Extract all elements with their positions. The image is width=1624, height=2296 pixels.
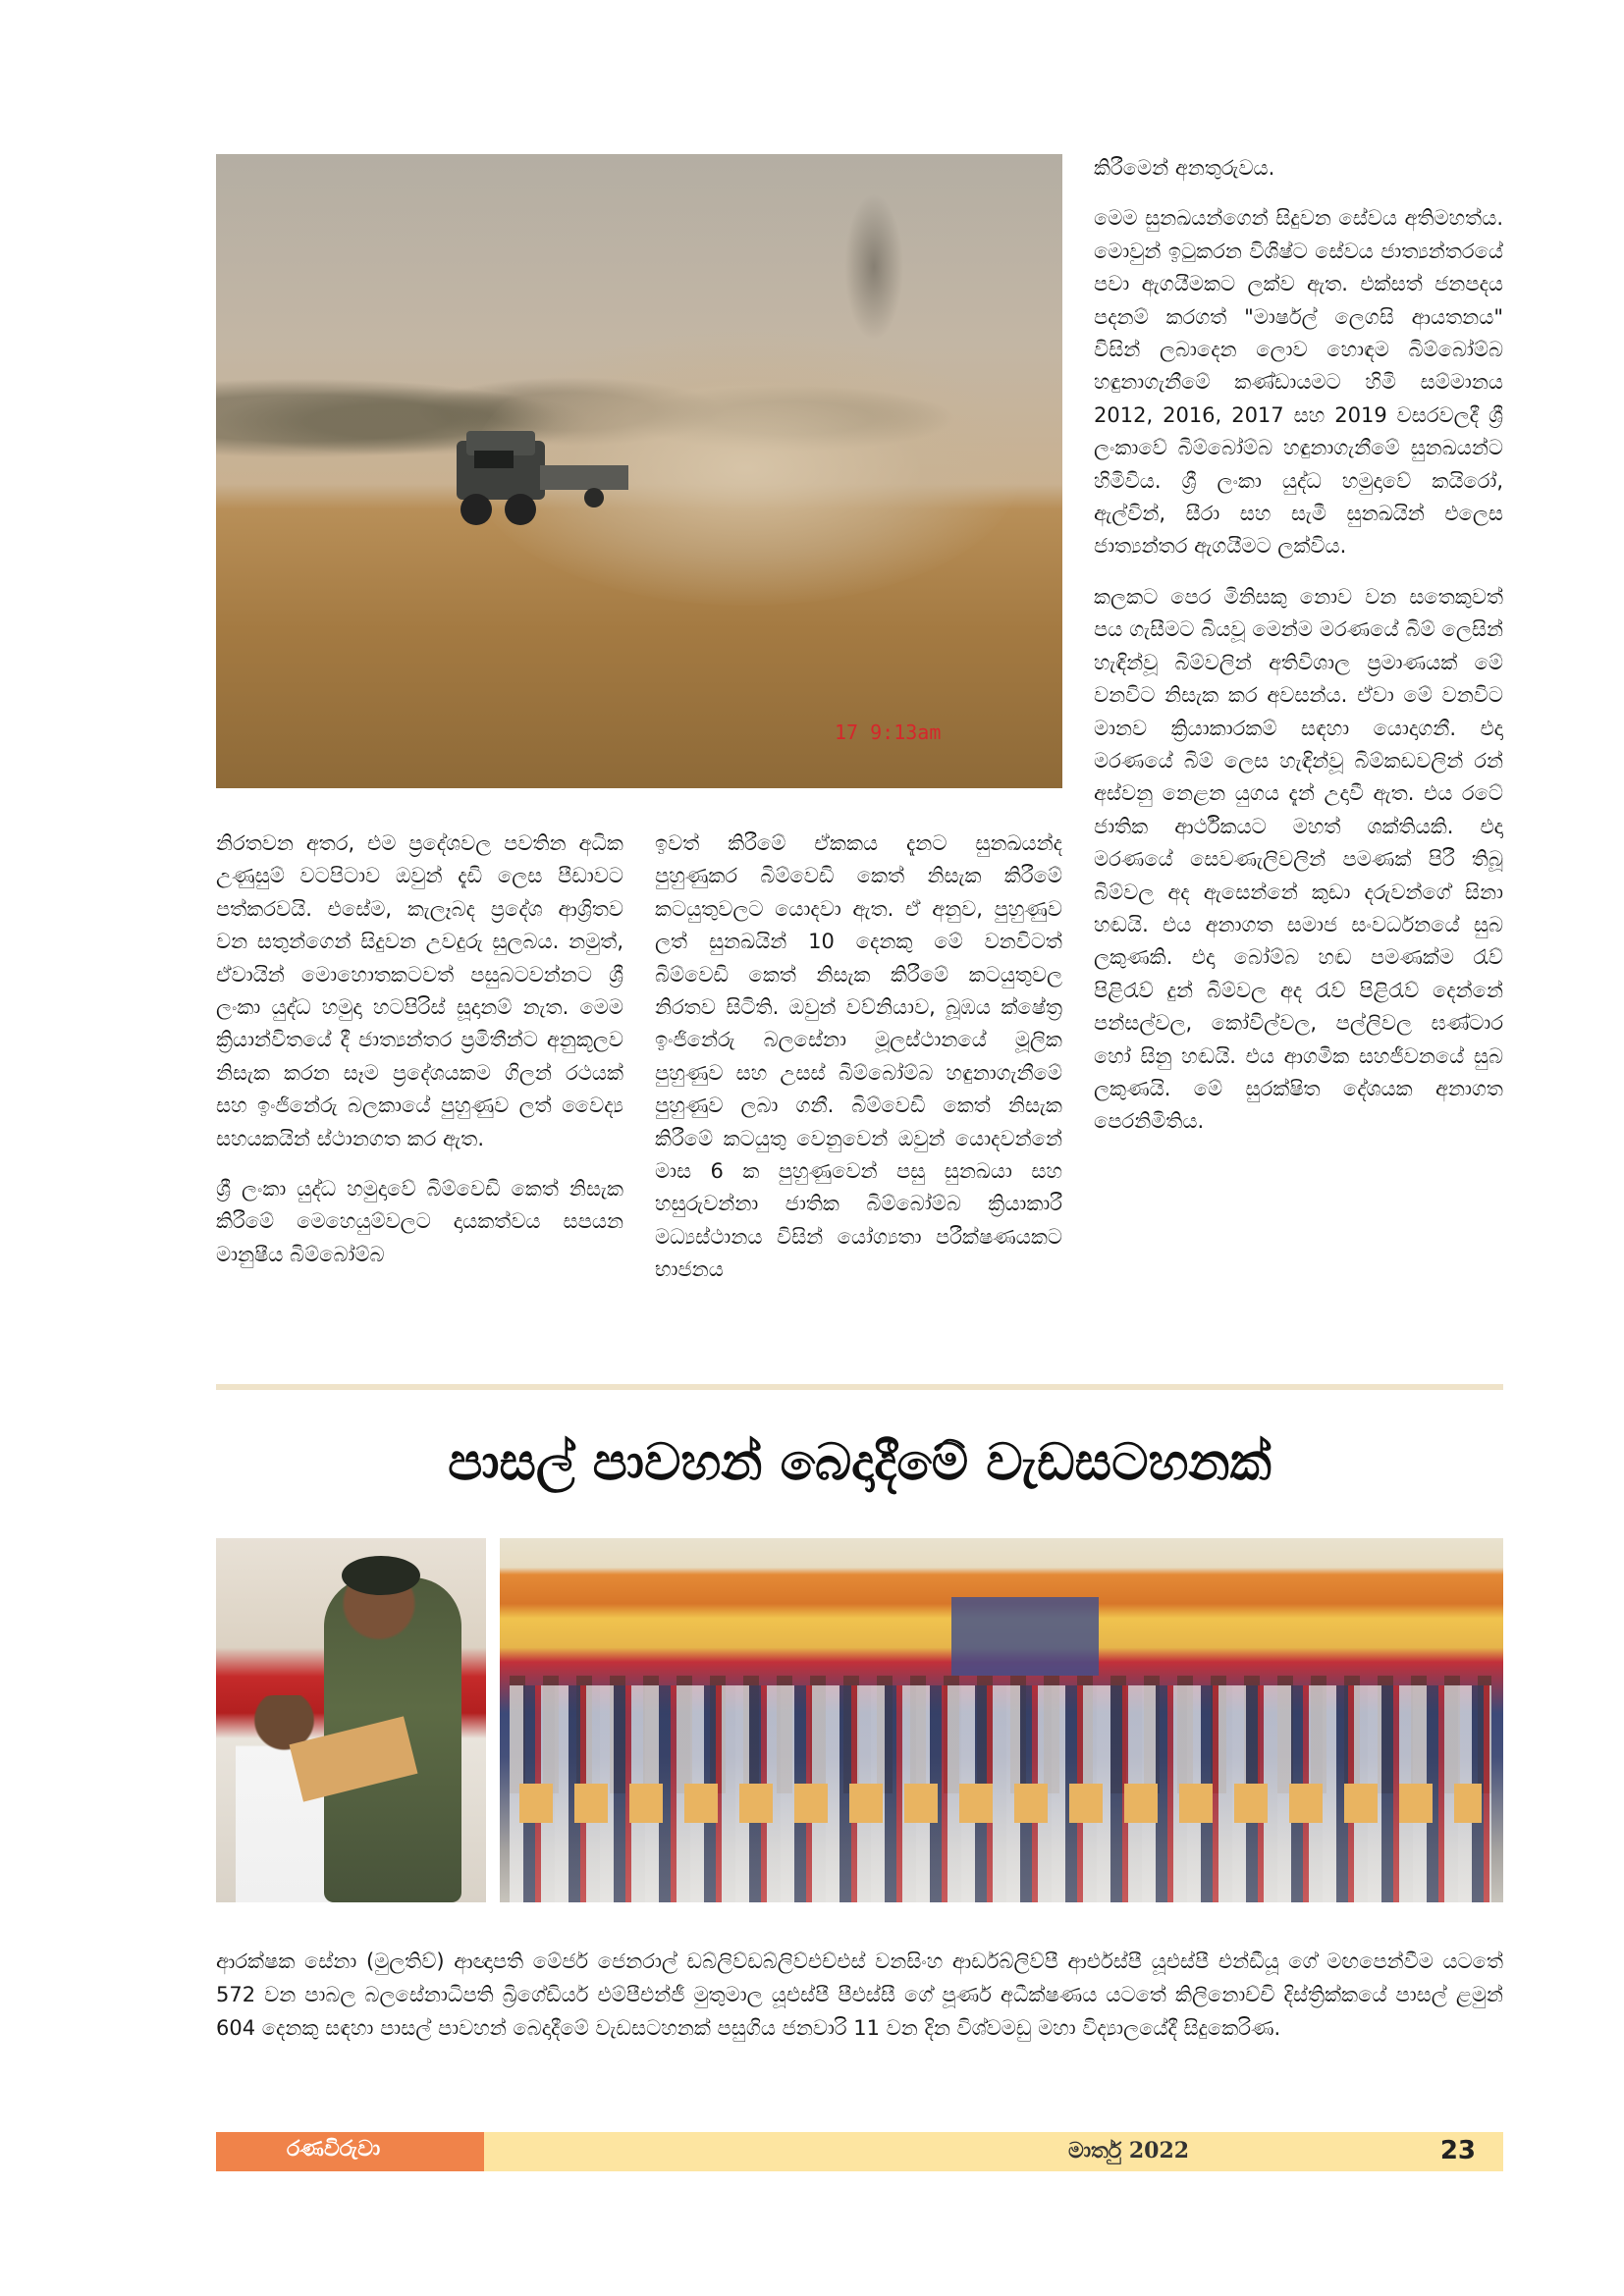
article-column-left: [216, 828, 623, 1289]
footer-right-band: [484, 2132, 1503, 2171]
demining-vehicle-photo: [216, 154, 1062, 788]
issue-date: මාර්තු 2022: [1068, 2138, 1190, 2163]
paragraph: ඉවත් කිරීමේ ඒකකය දැනට සුනඛයන්ද පුහුණුකර බිම්වෙඩි කෙත් නිසැක කිරීමේ කටයුතුවලට යොදවා ඇත. ඒ අනුව, පුහුණුව ලත් සුනඛයින් 10 දෙනකු මේ වනවිටත් බිම්වෙඩි කෙත් නිසැක කිරීමේ කටයුතුවල නිරතව සිටිති. ඔවුන් වව්නියාව, බූඹය ක්ෂේත්‍ර ඉංජිනේරු බලසේනා මූලස්ථානයේ මූලික පුහුණුව සහ උසස් බිම්බෝම්බ හඳුනාගැනීමේ පුහුණුව ලබා ගනී. බිම්වෙඩි කෙත් නිසැක කිරීමේ කටයුතු වෙනුවෙන් ඔවුන් යොදවන්නේ මාස 6 ක පුහුණුවෙන් පසු සුනඛයා සහ හසුරුවන්නා ජාතික බිම්බෝම්බ ක්‍රියාකාරී මධ්‍යස්ථානය විසින් යෝග්‍යතා පරීක්ෂණයකට භාජනය: [655, 831, 1062, 1282]
paragraph: මෙම සුනඛයන්ගෙන් සිදුවන සේවය අතිමහත්ය. මොවුන් ඉටුකරන විශිෂ්ට සේවය ජාත්‍යන්තරයේ පවා ඇගයීමකට ලක්ව ඇත. එක්සත් ජනපදය පදනම් කරගත් "මාර්ෂල් ලෙගසි ආයතනය" විසින් ලබාදෙන ලොව හොඳම බිම්බෝම්බ හඳුනාගැනීමේ කණ්ඩායමට හිමි සම්මානය 2012, 2016, 2017 සහ 2019 වසරවලදී ශ්‍රී ලංකාවේ බිම්බෝම්බ හඳුනාගැනීමේ සුනඛයන්ට හිමිවිය. ශ්‍රී ලංකා යුද්ධ හමුදාවේ කයිරෝ, ඇල්වින්, සීරා සහ සැමී සුනඛයින් එලෙස ජාත්‍යන්තර ඇගයීමට ලක්විය.: [1094, 206, 1503, 559]
gift-boxes: [519, 1784, 1482, 1823]
magazine-name: රණවිරුවා: [287, 2137, 381, 2162]
footer-left-band: [216, 2132, 484, 2171]
section-divider: [216, 1384, 1503, 1390]
smoke-plume: [844, 193, 903, 341]
photo-caption: ආරක්ෂක සේනා (මුලතිව්) ආඥාපති මේජර් ජෙනරාල් ඩබ්ලිව්ඩබ්ලිව්එච්එස් වනසිංහ ආර්ඩබ්ලිව්පී ආර්එස්පී යූඑස්පී එන්ඩීයූ ගේ මඟපෙන්වීම යටතේ 572 වන පාබල බලසේනාධිපති බ්‍රිගේඩියර් එම්පීඑන්ජී මුතුමාල යූඑස්පී පීඑස්සී ගේ පූර්ණ අධීක්ෂණය යටතේ කිලිනොච්චි දිස්ත්‍රික්කයේ පාසල් ළමුන් 604 දෙනකු සඳහා පාසල් පාවහන් බෙදාදීමේ වැඩසටහනක් පසුගිය ජනවාරි 11 වන දින විශ්වමඩු මහා විද්‍යාලයේදී සිදුකෙරිණ.: [216, 1949, 1503, 2040]
article-column-middle: [655, 828, 1062, 1305]
beret: [342, 1556, 420, 1595]
article-headline: පාසල් පාවහන් බෙදාදීමේ වැඩසටහනක්: [448, 1433, 1272, 1492]
page-number: 23: [1439, 2136, 1476, 2165]
group-photo-students: [500, 1538, 1503, 1902]
page-footer: [216, 2132, 1503, 2171]
article-column-right: [1094, 152, 1503, 1156]
paragraph: නිරතවන අතර, එම ප්‍රදේශවල පවතින අධික උණුසුම් වටපිටාව ඔවුන් දැඩි ලෙස පීඩාවට පත්කරවයි. එසේම, කැලෑබද ප්‍රදේශ ආශ්‍රිතව වන සතුන්ගෙන් සිදුවන උවදුරු සුලබය. නමුත්, ඒවායින් මොහොතකටවත් පසුබටවන්නට ශ්‍රී ලංකා යුද්ධ හමුදා හටපිරිස් සූදානම් නැත. මෙම ක්‍රියාන්විතයේ දී ජාත්‍යන්තර ප්‍රමිතීන්ට අනුකූලව නිසැක කරන සෑම ප්‍රදේශයකම ගිලන් රථයක් සහ ඉංජිනේරු බලකායේ පුහුණුව ලත් වෛද්‍ය සහයකයින් ස්ථානගත කර ඇත.: [216, 831, 623, 1150]
paragraph: කිරීමෙන් අනතුරුවය.: [1094, 156, 1275, 180]
officer-handing-gift-photo: [216, 1538, 486, 1902]
photo-timestamp: 17 9:13am: [835, 721, 942, 744]
stage-banner: [951, 1597, 1099, 1676]
paragraph: කලකට පෙර මිනිසකු නොව වන සතෙකුවත් පය ගැසීමට බියවූ මෙන්ම මරණයේ බිම් ලෙසින් හැඳින්වූ බිම්වලින් අතිවිශාල ප්‍රමාණයක් මේ වනවිට නිසැක කර අවසන්ය. ඒවා මේ වනවිට මානව ක්‍රියාකාරකම් සඳහා යොදාගනී. එදා මරණයේ බිම් ලෙස හැඳින්වූ බිම්කඩවලින් රන් අස්වනු නෙළන යුගය දැන් උදාවී ඇත. එය රටේ ජාතික ආර්ථිකයට මහත් ශක්තියකි. එදා මරණයේ සෙවණැලිවලින් පමණක් පිරී තිබූ බිම්වල අද ඇසෙන්නේ කුඩා දරුවන්ගේ සිනා හඬයි. එය අනාගත සමාජ සංවර්ධනයේ සුබ ලකුණකි. එදා බෝම්බ හඬ පමණක්ම රැව් පිළිරැව් දුන් බිම්වල අද රැව් පිළිරැව් දෙන්නේ පන්සල්වල, කෝවිල්වල, පල්ලිවල ඝණ්ටාර හෝ සිනු හඬයි. එය ආගමික සහජීවනයේ සුබ ලකුණයි. මේ සුරක්ෂිත දේශයක අනාගත පෙරනිමිතිය.: [1094, 584, 1503, 1134]
armored-demining-vehicle: [447, 411, 643, 539]
paragraph: ශ්‍රී ලංකා යුද්ධ හමුදාවේ බිම්වෙඩි කෙත් නිසැක කිරීමේ මෙහෙයුම්වලට දායකත්වය සපයන මානුෂීය බිම්බෝම්බ: [216, 1177, 623, 1266]
